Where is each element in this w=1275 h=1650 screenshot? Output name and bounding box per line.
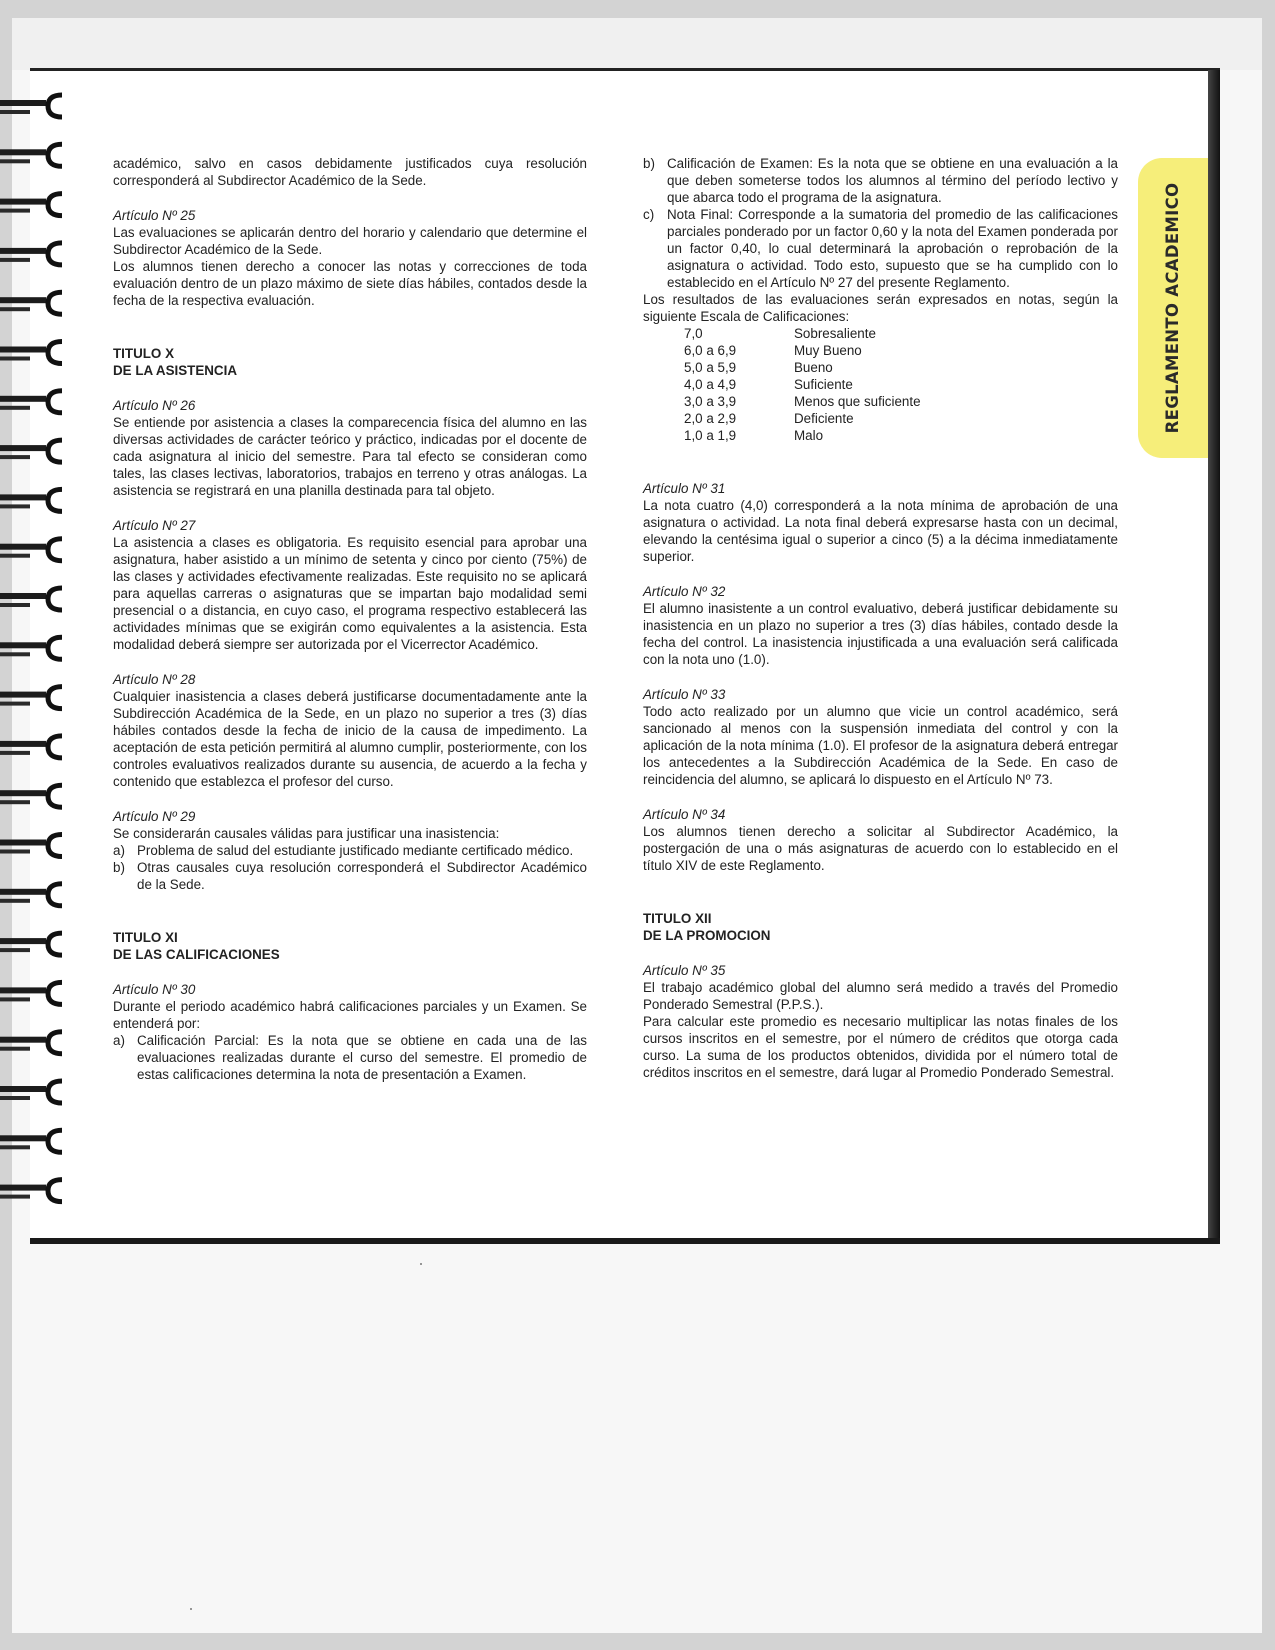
article-27-paragraph: La asistencia a clases es obligatoria. Es requisito esencial para aprobar una asignatura, haber asistido a un mínimo de setenta y cinco por ciento (75%) de las clases y actividades efectivamente realizadas. Este requisito no se aplicará para aquellas carreras o asignaturas que se impartan bajo modalidad semi presencial o a distancia, en cuyo caso, el programa respectivo establecerá las actividades mínimas que se exigirán como equivalentes a la asistencia. Esta modalidad deberá siempre ser autorizada por el Vicerrector Académico. — [113, 535, 587, 652]
spiral-ring — [0, 292, 62, 314]
list-item-text: Calificación Parcial: Es la nota que se obtiene en cada una de las evaluaciones realizadas durante el curso del semestre. El promedio de estas calificaciones determina la nota de presentación a Examen. — [137, 1033, 587, 1082]
article-35-paragraph-1: El trabajo académico global del alumno será medido a través del Promedio Ponderado Semestral (P.P.S.). — [643, 980, 1118, 1012]
article-30-list-continued — [643, 155, 1118, 291]
scale-range: 4,0 a 4,9 — [684, 377, 737, 392]
scale-label: Deficiente — [794, 411, 854, 426]
spiral-ring — [0, 243, 62, 265]
article-31-paragraph: La nota cuatro (4,0) corresponderá a la nota mínima de aprobación de una asignatura o actividad. La nota final deberá expresarse hasta con un decimal, elevando la centésima igual o superior a cinco (5) a la décima inmediatamente superior. — [643, 498, 1118, 564]
article-29-heading: Artículo Nº 29 — [113, 809, 196, 824]
article-30-list — [113, 1032, 587, 1083]
scan-speck — [420, 1263, 422, 1265]
titulo-xi-heading — [113, 929, 587, 963]
list-item — [113, 859, 587, 893]
article-25-heading: Artículo Nº 25 — [113, 208, 196, 223]
article-31-heading: Artículo Nº 31 — [643, 481, 726, 496]
spiral-ring — [0, 1032, 62, 1054]
scale-label: Muy Bueno — [794, 343, 862, 358]
spiral-ring — [0, 933, 62, 955]
scale-range: 1,0 a 1,9 — [684, 428, 737, 443]
list-marker: a) — [113, 1033, 125, 1048]
list-item — [643, 206, 1118, 291]
spiral-ring — [0, 1180, 62, 1202]
spiral-binding — [0, 90, 70, 1230]
titulo-x-number: TITULO X — [113, 346, 174, 361]
article-30-paragraph: Durante el periodo académico habrá calificaciones parciales y un Examen. Se entenderá por: — [113, 999, 587, 1031]
grading-scale-table — [684, 325, 921, 444]
table-row — [684, 410, 921, 427]
article-28-heading: Artículo Nº 28 — [113, 672, 196, 687]
scale-intro: Los resultados de las evaluaciones serán expresados en notas, según la siguiente Escala de Calificaciones: — [643, 292, 1118, 324]
scale-label: Menos que suficiente — [794, 394, 921, 409]
table-row — [684, 342, 921, 359]
scale-range: 3,0 a 3,9 — [684, 394, 737, 409]
left-column — [113, 155, 587, 1083]
article-35-paragraph-2: Para calcular este promedio es necesario multiplicar las notas finales de los cursos inscritos en el semestre, por el número de créditos que otorga cada curso. La suma de los productos obtenidos, dividida por el número total de créditos inscritos en el semestre, dará lugar al Promedio Ponderado Semestral. — [643, 1014, 1118, 1080]
titulo-xii-number: TITULO XII — [643, 911, 712, 926]
table-row — [684, 393, 921, 410]
article-25-paragraph-1: Las evaluaciones se aplicarán dentro del horario y calendario que determine el Subdirector Académico de la Sede. — [113, 225, 587, 257]
page-edge-bottom — [30, 1238, 1220, 1244]
scale-label: Suficiente — [794, 377, 853, 392]
article-32-paragraph: El alumno inasistente a un control evaluativo, deberá justificar debidamente su inasistencia en un plazo no superior a tres (3) días hábiles, contado desde la fecha del control. La inasistencia injustificada a una evaluación será calificada con la nota uno (1.0). — [643, 601, 1118, 667]
spiral-ring — [0, 539, 62, 561]
scale-range: 6,0 a 6,9 — [684, 343, 737, 358]
article-29-list — [113, 842, 587, 893]
scale-label: Bueno — [794, 360, 833, 375]
list-item — [643, 155, 1118, 206]
list-marker: b) — [643, 156, 655, 171]
table-row — [684, 376, 921, 393]
titulo-xii-name: DE LA PROMOCION — [643, 928, 771, 943]
spiral-ring — [0, 440, 62, 462]
spiral-ring — [0, 835, 62, 857]
article-30-heading: Artículo Nº 30 — [113, 982, 196, 997]
spiral-ring — [0, 342, 62, 364]
table-row — [684, 359, 921, 376]
article-33-heading: Artículo Nº 33 — [643, 687, 726, 702]
scan-top-strip — [12, 18, 1262, 70]
titulo-x-name: DE LA ASISTENCIA — [113, 363, 237, 378]
article-27-heading: Artículo Nº 27 — [113, 518, 196, 533]
table-row — [684, 427, 921, 444]
spiral-ring — [0, 489, 62, 511]
scale-label: Sobresaliente — [794, 326, 876, 341]
page-edge-right — [1208, 70, 1220, 1240]
spiral-ring — [0, 785, 62, 807]
spiral-ring — [0, 391, 62, 413]
scale-range: 7,0 — [684, 326, 703, 341]
article-25-paragraph-2: Los alumnos tienen derecho a conocer las notas y correcciones de toda evaluación dentro de un plazo máximo de siete días hábiles, contados desde la fecha de la respectiva evaluación. — [113, 259, 587, 308]
article-33-paragraph: Todo acto realizado por un alumno que vicie un control académico, será sancionado al menos con la suspensión inmediata del control y con la aplicación de la nota mínima (1.0). El profesor de la asignatura deberá entregar los antecedentes a la Subdirección Académica de la Sede. En caso de reincidencia del alumno, se aplicará lo dispuesto en el Artículo Nº 73. — [643, 704, 1118, 787]
article-34-paragraph: Los alumnos tienen derecho a solicitar al Subdirector Académico, la postergación de una o más asignaturas de acuerdo con lo establecido en el título XIV de este Reglamento. — [643, 824, 1118, 873]
spiral-ring — [0, 637, 62, 659]
spiral-ring — [0, 588, 62, 610]
list-item-text: Problema de salud del estudiante justificado mediante certificado médico. — [137, 843, 574, 858]
spiral-ring — [0, 194, 62, 216]
list-item — [113, 842, 587, 859]
article-34-heading: Artículo Nº 34 — [643, 807, 726, 822]
spiral-ring — [0, 144, 62, 166]
section-tab-label: REGLAMENTO ACADEMICO — [1163, 182, 1182, 434]
titulo-x-heading — [113, 345, 587, 379]
article-26-paragraph: Se entiende por asistencia a clases la comparecencia física del alumno en las diversas actividades de carácter teórico y práctico, indicadas por el docente de cada asignatura al inicio del semestre. Para tal efecto se consideran como tales, las clases lectivas, laboratorios, trabajos en terreno y otras análogas. La asistencia se registrará en una planilla destinada para tal objeto. — [113, 415, 587, 498]
titulo-xi-name: DE LAS CALIFICACIONES — [113, 947, 280, 962]
right-column — [643, 155, 1118, 1081]
spiral-ring — [0, 1130, 62, 1152]
spiral-ring — [0, 687, 62, 709]
spiral-ring — [0, 1081, 62, 1103]
article-32-heading: Artículo Nº 32 — [643, 584, 726, 599]
spiral-ring — [0, 95, 62, 117]
spiral-ring — [0, 736, 62, 758]
scale-label: Malo — [794, 428, 824, 443]
list-item — [113, 1032, 587, 1083]
titulo-xii-heading — [643, 910, 1118, 944]
list-item-text: Calificación de Examen: Es la nota que se obtiene en una evaluación a la que deben someterse todos los alumnos al término del período lectivo y que abarca todo el programa de la asignatura. — [667, 156, 1118, 205]
list-marker: a) — [113, 843, 125, 858]
table-row — [684, 325, 921, 342]
article-29-paragraph: Se considerarán causales válidas para justificar una inasistencia: — [113, 826, 500, 841]
list-marker: c) — [643, 207, 655, 222]
scale-range: 2,0 a 2,9 — [684, 411, 737, 426]
article-35-heading: Artículo Nº 35 — [643, 963, 726, 978]
scan-speck — [190, 1608, 192, 1610]
list-item-text: Otras causales cuya resolución corresponderá el Subdirector Académico de la Sede. — [137, 860, 587, 892]
list-item-text: Nota Final: Corresponde a la sumatoria del promedio de las calificaciones parciales ponderado por un factor 0,60 y la nota del Examen ponderada por un factor 0,40, lo cual determinará la aprobación o reprobación de la asignatura o actividad. Todo esto, supuesto que se ha cumplido con lo establecido en el Artículo Nº 27 del presente Reglamento. — [667, 207, 1118, 290]
scale-range: 5,0 a 5,9 — [684, 360, 737, 375]
titulo-xi-number: TITULO XI — [113, 930, 178, 945]
spiral-ring — [0, 884, 62, 906]
list-marker: b) — [113, 860, 125, 875]
spiral-ring — [0, 982, 62, 1004]
article-26-heading: Artículo Nº 26 — [113, 398, 196, 413]
intro-paragraph: académico, salvo en casos debidamente justificados cuya resolución corresponderá al Subdirector Académico de la Sede. — [113, 156, 587, 188]
article-28-paragraph: Cualquier inasistencia a clases deberá justificarse documentadamente ante la Subdirección Académica de la Sede, en un plazo no superior a tres (3) días hábiles contados desde la fecha de inicio de la causa de impedimento. La aceptación de esta petición permitirá al alumno cumplir, posteriormente, con los controles evaluativos realizados durante su ausencia, de acuerdo a la fecha y contenido que establezca el profesor del curso. — [113, 689, 587, 789]
